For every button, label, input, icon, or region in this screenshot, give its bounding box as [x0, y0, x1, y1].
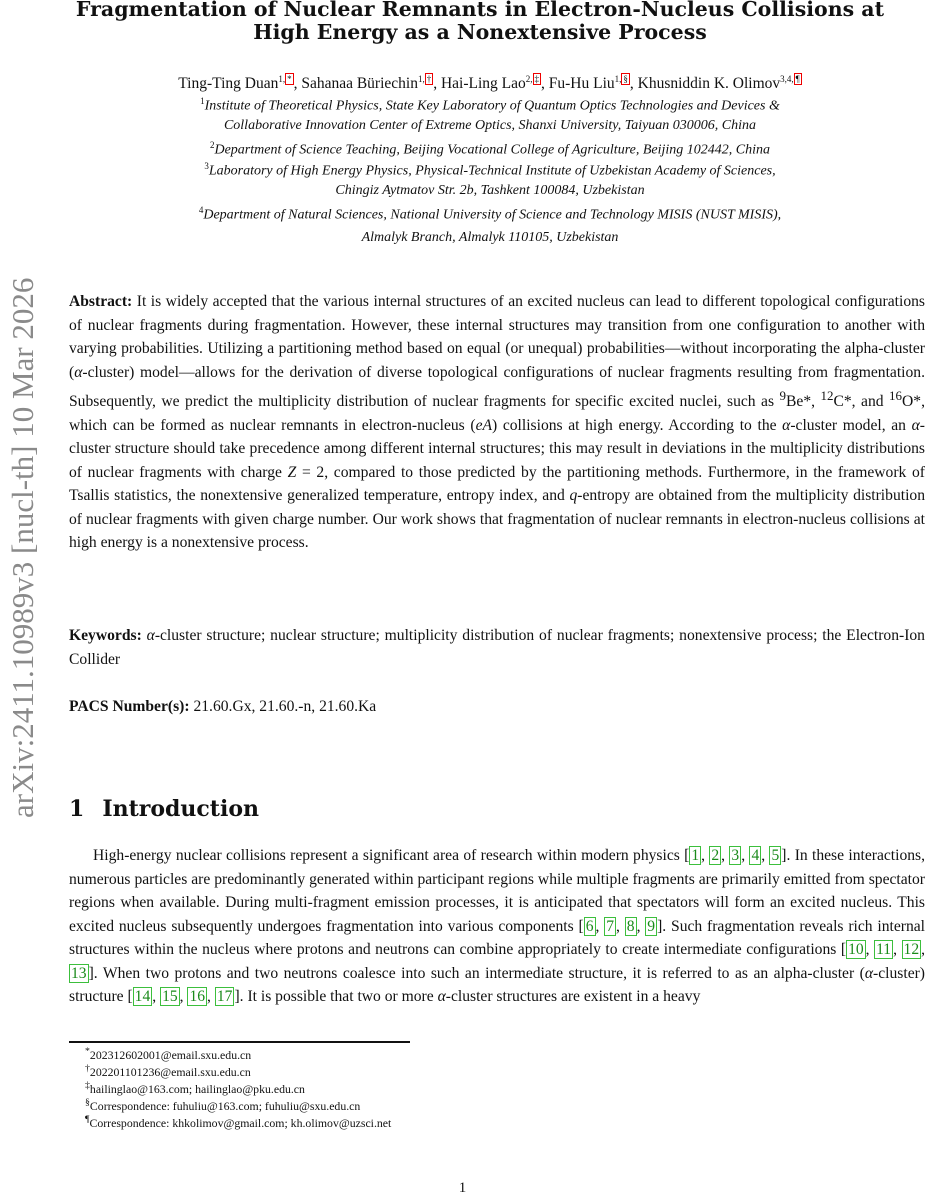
footnote: ‡hailinglao@163.com; hailinglao@pku.edu.cn	[85, 1080, 305, 1096]
section-heading: 1 Introduction	[69, 796, 259, 822]
citation-link[interactable]: 9	[647, 917, 656, 935]
affiliation-4-cont: Almalyk Branch, Almalyk 110105, Uzbekistan	[361, 230, 619, 245]
affiliation-1: $^1$Institute of Theoretical Physics, State Key Laboratory of Quantum Optics Technologies and Devices &	[200, 96, 780, 114]
citation-link[interactable]: 8	[626, 917, 635, 935]
affiliation-2: $^2$Department of Science Teaching, Beijing Vocational College of Agriculture, Beijing 102442, China	[209, 140, 770, 158]
citation-link[interactable]: 10	[848, 941, 864, 958]
intro-paragraph: High-energy nuclear collisions represent a significant area of research within modern physics [ 1 , 2 , 3 , 4 , 5 ]. In these interactions, numerous particles are predominantly generated within participant regions while multiple fragments are primarily emitted from spectator regions when available. During multi-fragment emission processes, it is anticipated that spectators will form an excited nucleus. This excited nucleus subsequently undergoes fragmentation into various components [ 6 , 7 , 8 , 9 ]. Such fragmentation reveals rich internal structures within the nucleus where protons and neutrons can combine appropriately to create intermediate configurations [ 10 , 11 , 12 , 13 ]. When two protons and two neutrons coalesce into such an intermediate structure, it is referred to as an alpha-cluster (α-cluster) structure [ 14 , 15 , 16 , 17 ]. It is possible that two or more α-cluster structures are existent in a heavy	[69, 847, 925, 1005]
citation-link[interactable]: 3	[731, 847, 740, 864]
author: Ting-Ting Duan$^{1,}$ * ,	[178, 74, 302, 93]
affiliation-3-cont: Chingiz Aytmatov Str. 2b, Tashkent 100084, Uzbekistan	[335, 183, 645, 198]
title-line-2: High Energy as a Nonextensive Process	[253, 20, 707, 44]
pacs-numbers: PACS Number(s): 21.60.Gx, 21.60.-n, 21.60.Ka	[69, 698, 377, 715]
affiliation-3: $^3$Laboratory of High Energy Physics, Physical-Technical Institute of Uzbekistan Academy of Sciences,	[204, 161, 776, 179]
abstract: Abstract: It is widely accepted that the various internal structures of an excited nucleus can lead to different topological configurations of nuclear fragments during fragmentation. However, these internal structures may transition from one configuration to another with varying probabilities. Utilizing a partitioning method based on equal (or unequal) probabilities—without incorporating the alpha-cluster (α-cluster) model—allows for the derivation of diverse topological configurations of nuclear fragments resulting from fragmentation. Subsequently, we predict the multiplicity distribution of nuclear fragments for specific excited nuclei, such as $^9$Be*, $^{12}$C*, and $^{16}$O*, which can be formed as nuclear remnants in electron-nucleus (eA) collisions at high energy. According to the α-cluster model, an α-cluster structure should take precedence among different internal structures; this may result in deviations in the multiplicity distributions of nuclear fragments with charge Z = 2, compared to those predicted by the partitioning methods. Furthermore, in the framework of Tsallis statistics, the nonextensive generalized temperature, entropy index, and q-entropy are obtained from the multiplicity distribution of nuclear fragments with given charge number. Our work shows that fragmentation of nuclear remnants in electron-nucleus collisions at high energy is a nonextensive process.	[69, 293, 925, 552]
author: Sahanaa Büriechin$^{1,}$ † ,	[301, 74, 441, 93]
citation-link[interactable]: 1	[691, 847, 700, 864]
abstract-label: Abstract:	[69, 293, 133, 310]
citation-link[interactable]: 6	[585, 917, 594, 935]
citation-link[interactable]: 11	[876, 941, 892, 958]
citation-link[interactable]: 5	[771, 847, 780, 864]
pacs-label: PACS Number(s):	[69, 698, 190, 715]
citation-link[interactable]: 13	[71, 964, 87, 982]
affiliation-4: $^4$Department of Natural Sciences, National University of Science and Technology MISIS (NUST MISIS),	[198, 205, 782, 223]
footnote: *202312602001@email.sxu.edu.cn	[85, 1046, 252, 1062]
citation-link[interactable]: 12	[903, 941, 920, 958]
footnote: †202201101236@email.sxu.edu.cn	[85, 1063, 251, 1079]
footnote-divider	[69, 1041, 410, 1043]
footnote: §Correspondence: fuhuliu@163.com; fuhuliu@sxu.edu.cn	[85, 1097, 361, 1113]
keywords-label: Keywords:	[69, 627, 142, 644]
author: Hai-Ling Lao$^{2,}$ ‡ ,	[440, 74, 549, 93]
citation-link[interactable]: 2	[711, 847, 720, 864]
footnote-link[interactable]: *	[287, 74, 292, 84]
footnote-link[interactable]: ¶	[795, 74, 800, 84]
citation-link[interactable]: 17	[216, 988, 233, 1005]
author: Fu-Hu Liu$^{1,}$ § ,	[548, 74, 638, 93]
arxiv-sidebar-stamp: arXiv:2411.10989v3 [nucl-th] 10 Mar 2026	[5, 277, 40, 818]
citation-link[interactable]: 14	[134, 988, 151, 1005]
page-number: 1	[458, 1180, 467, 1196]
citation-link[interactable]: 7	[606, 917, 615, 935]
footnote-link[interactable]: §	[623, 74, 628, 84]
footnote-link[interactable]: †	[426, 74, 432, 84]
keywords: Keywords: α-cluster structure; nuclear structure; multiplicity distribution of nuclear fragments; nonextensive process; the Electron-Ion Collider	[69, 627, 925, 668]
footnote-link[interactable]: ‡	[534, 74, 540, 84]
title-line-1: Fragmentation of Nuclear Remnants in Electron-Nucleus Collisions at	[75, 0, 885, 21]
paper-title	[40, 0, 920, 44]
citation-link[interactable]: 15	[162, 988, 178, 1005]
citation-link[interactable]: 16	[189, 988, 206, 1005]
author: Khusniddin K. Olimov$^{3,4,}$ ¶	[637, 74, 800, 93]
footnote: ¶Correspondence: khkolimov@gmail.com; kh.olimov@uzsci.net	[85, 1114, 392, 1130]
affiliation-1-cont: Collaborative Innovation Center of Extreme Optics, Shanxi University, Taiyuan 030006, China	[223, 118, 757, 133]
author-list	[60, 73, 920, 93]
citation-link[interactable]: 4	[751, 847, 760, 864]
